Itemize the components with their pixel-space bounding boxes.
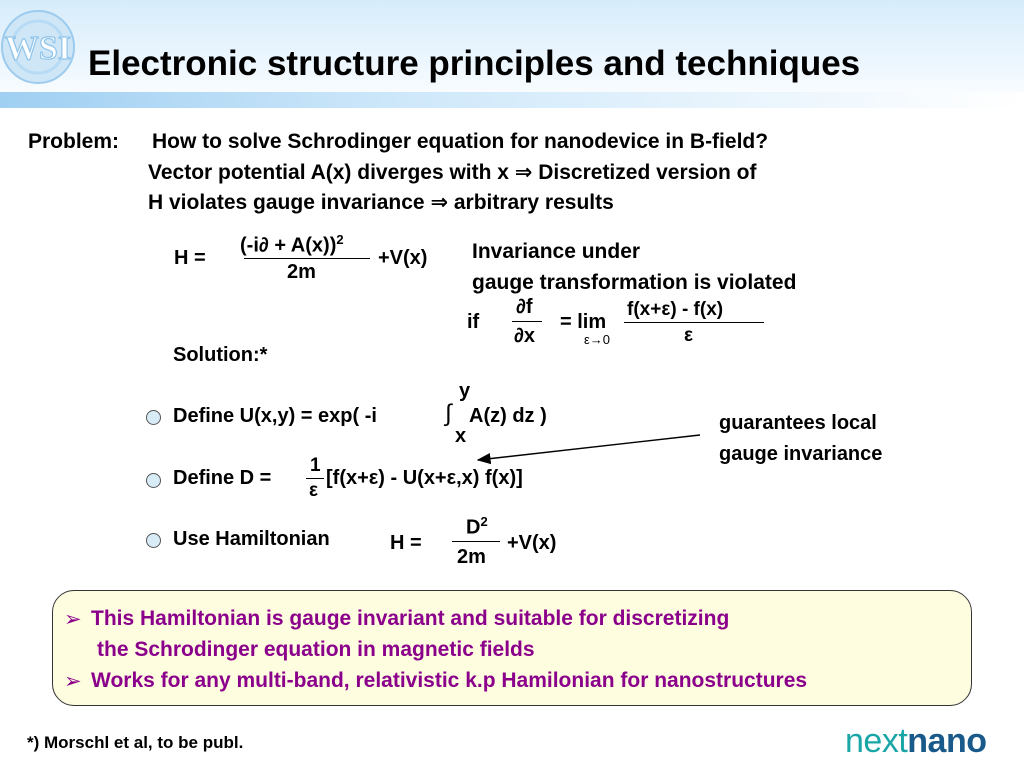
- step2-text: Define D =: [173, 467, 272, 489]
- step3-num: $D^2$: [466, 514, 488, 539]
- bullet-icon: [146, 533, 161, 548]
- eq1-rhs: +V(x): [378, 247, 428, 269]
- step3-rhs: +V(x): [507, 532, 557, 554]
- derivative-den: ∂x: [514, 325, 536, 347]
- invariance-line-1: Invariance under: [472, 240, 641, 263]
- note-arrow: [300, 420, 720, 470]
- derivative-if: if: [467, 311, 480, 333]
- step1-text: Define U(x,y) = exp( -i: [173, 405, 377, 427]
- solution-label: Solution:*: [173, 344, 268, 366]
- summary-bullet-icon: ➢: [64, 608, 82, 631]
- footer-reference: *) Morschl et al, to be publ.: [27, 733, 244, 752]
- wsi-logo: [0, 2, 80, 92]
- note-line-1: guarantees local: [719, 412, 877, 434]
- step1-upper: y: [459, 380, 471, 402]
- step1-lower: x: [455, 425, 467, 447]
- eq1-lhs: H =: [174, 247, 206, 269]
- derivative-eq-lim: = lim: [560, 311, 607, 333]
- step3-lhs: H =: [390, 532, 422, 554]
- eq1-fraction-bar: [244, 258, 370, 259]
- svg-text:WSI: WSI: [4, 30, 72, 67]
- problem-label: Problem:: [28, 130, 120, 153]
- summary-line-1: This Hamiltonian is gauge invariant and suitable for discretizing: [91, 607, 730, 630]
- derivative-frac-num: f(x+ε) - f(x): [627, 299, 724, 320]
- summary-bullet-icon: ➢: [64, 670, 82, 693]
- step1-integral: ∫: [445, 400, 452, 427]
- step2-den: ε: [309, 480, 319, 501]
- derivative-num: ∂f: [516, 296, 533, 318]
- eq1-numerator: $(-i\partial + A(x))^2$: [240, 232, 344, 257]
- step2-num: 1: [310, 455, 321, 476]
- invariance-line-2: gauge transformation is violated: [472, 271, 797, 294]
- step2-bar: [306, 478, 324, 479]
- nextnano-logo: nextnano: [845, 722, 987, 760]
- problem-line-2: Vector potential A(x) diverges with x ⇒ Discretized version of: [148, 161, 757, 184]
- header-stripe: [0, 92, 1024, 108]
- derivative-bar: [512, 321, 542, 322]
- derivative-frac-den: ε: [684, 325, 694, 346]
- eq1-denominator: 2m: [287, 261, 316, 283]
- bullet-icon: [146, 410, 161, 425]
- step3-bar: [452, 541, 500, 542]
- note-line-2: gauge invariance: [719, 443, 883, 465]
- bullet-icon: [146, 473, 161, 488]
- step3-text: Use Hamiltonian: [173, 528, 330, 550]
- step3-den: 2m: [457, 546, 486, 568]
- derivative-lim-sub: ε→0: [584, 332, 611, 347]
- problem-line-1: How to solve Schrodinger equation for nanodevice in B-field?: [152, 130, 769, 153]
- step2-after: [f(x+ε) - U(x+ε,x) f(x)]: [326, 467, 523, 489]
- page-title: Electronic structure principles and techniques: [88, 44, 861, 83]
- derivative-frac-bar: [624, 322, 764, 323]
- step1-after: A(z) dz ): [469, 405, 547, 427]
- summary-line-2: the Schrodinger equation in magnetic fields: [97, 638, 535, 661]
- problem-line-3: H violates gauge invariance ⇒ arbitrary results: [148, 191, 614, 214]
- summary-line-3: Works for any multi-band, relativistic k.p Hamilonian for nanostructures: [91, 669, 808, 692]
